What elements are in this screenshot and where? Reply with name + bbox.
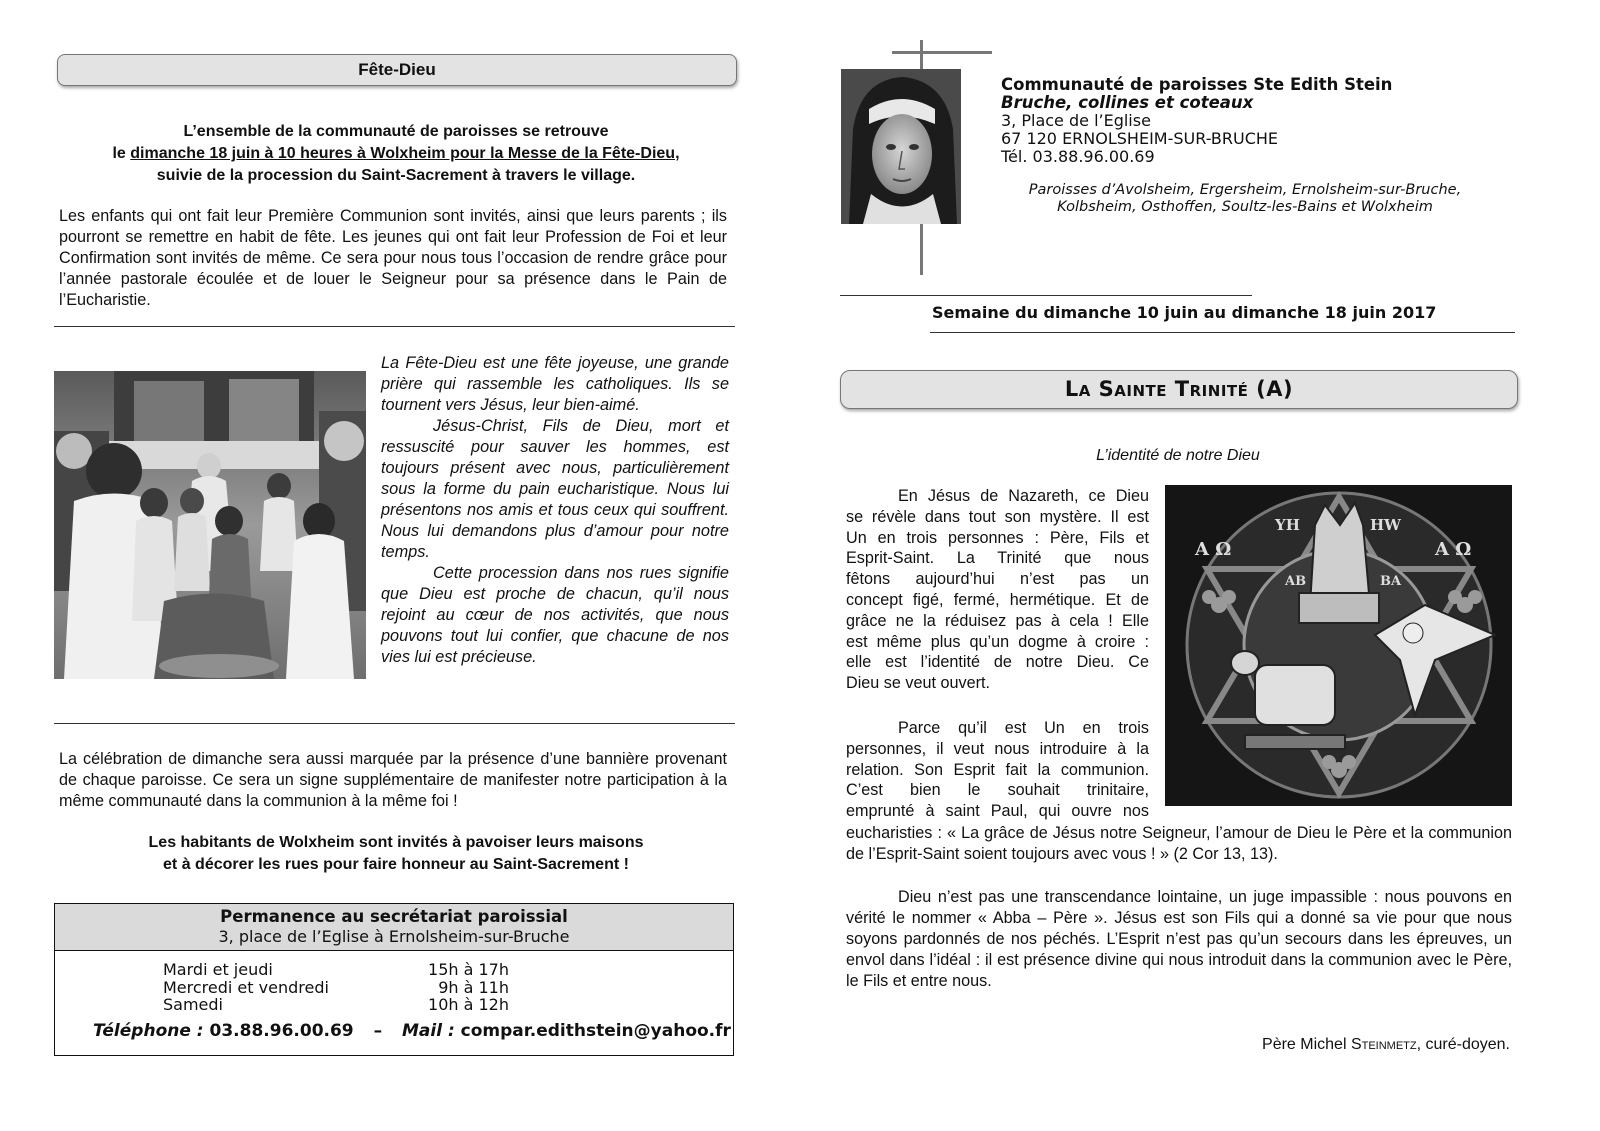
italic-paragraph-1: La Fête-Dieu est une fête joyeuse, une grande prière qui rassemble les catholiques. Ils se tournent vers Jésus, leur bien-aimé. [381,354,729,414]
p2-line: Parce qu’il est Un en trois [898,719,1149,737]
p1-line: Un en trois personnes : Père, Fils et [846,528,1149,547]
p2-line: emprunté à saint Paul, qui ouvre nos [846,802,1149,821]
phone-label: Téléphone : [93,1021,204,1041]
schedule-hours: 9h à 11h [438,978,509,997]
article-signature [1150,1036,1510,1054]
p1-line: elle est l’identité de notre Dieu. Ce [846,653,1149,672]
community-phone: Tél. 03.88.96.00.69 [1001,147,1155,166]
schedule-days: Mardi et jeudi [163,960,273,979]
p1-line: se révèle dans tout son mystère. Il est [846,507,1149,526]
window-letters-left: Α Ω [1195,539,1232,560]
permanence-header [55,904,733,951]
fete-dieu-banner [57,54,737,86]
intro-line-2-suffix: , [675,145,680,162]
fete-dieu-title: Fête-Dieu [358,60,436,79]
procession-photo-image [54,371,366,679]
p1-line: grâce ne la réduisez pas à cela ! Elle [846,611,1149,630]
p1-line: concept figé, fermé, hermétique. Et de [846,590,1149,609]
closing-line-1: Les habitants de Wolxheim sont invités à pavoiser leurs maisons [148,834,644,851]
p2-line: personnes, il veut nous introduire à la [846,739,1149,758]
week-label: Semaine du dimanche 10 juin au dimanche 18 juin 2017 [932,303,1437,322]
fete-dieu-closing [57,832,735,876]
permanence-address: 3, place de l’Eglise à Ernolsheim-sur-Bruche [218,927,570,946]
permanence-title: Permanence au secrétariat paroissial [220,907,568,926]
p1-line: Dieu se veut ouvert. [846,674,990,693]
header-rule-bottom [930,332,1515,333]
window-letters-hw: ΗW [1370,516,1402,534]
portrait-image [841,69,961,224]
cross-horizontal-bar [892,51,992,54]
p2-line: C’est bien le souhait trinitaire, [846,781,1149,800]
schedule-hours: 15h à 17h [428,960,509,979]
parishes-line-2: Kolbsheim, Osthoffen, Soultz-les-Bains et Wolxheim [1057,199,1433,215]
permanence-schedule [55,951,733,1014]
intro-line-3: suivie de la procession du Saint-Sacrement à travers le village. [156,167,636,184]
edith-stein-portrait [841,69,961,224]
header-rule-top [840,295,1252,296]
article-paragraph-2 [846,718,1149,822]
signature-prefix: Père Michel [1262,1036,1351,1053]
community-header [1001,76,1392,166]
procession-photo [54,371,366,679]
divider-1 [54,326,735,327]
feast-title-banner [840,370,1518,409]
mail-link[interactable]: compar.edithstein@yahoo.fr [460,1021,731,1041]
parishes-line-1: Paroisses d’Avolsheim, Ergersheim, Ernolsheim-sur-Bruche, [1028,182,1462,198]
intro-line-1: L’ensemble de la communauté de paroisses se retrouve [183,123,609,140]
community-name: Communauté de paroisses Ste Edith Stein [1001,75,1393,94]
fete-dieu-intro [57,121,735,187]
window-letters-yh: ΥΗ [1275,516,1300,534]
signature-suffix: , curé-doyen. [1416,1036,1510,1053]
italic-paragraph-3: Cette procession dans nos rues signifie que Dieu est proche de chacun, qu’il nous rejoint au cœur de nos activités, que nous pouvons tout lui confier, que chacune de nos vies lui est précieuse. [381,564,729,666]
divider-2 [54,723,735,724]
schedule-row [163,961,273,979]
closing-line-2: et à décorer les rues pour faire honneur au Saint-Sacrement ! [163,856,629,873]
p2-line: relation. Son Esprit fait la communion. [846,760,1149,779]
permanence-contact [93,1021,731,1041]
window-letters-ba: ΒΑ [1380,574,1402,589]
intro-line-2 [57,143,735,165]
feast-title: La Sainte Trinité (A) [1064,377,1294,401]
community-address-1: 3, Place de l’Eglise [1001,111,1151,130]
fete-dieu-paragraph-1: Les enfants qui ont fait leur Première Communion sont invités, ainsi que leurs parents ; ils pourront se remettre en habit de fête. Les jeunes qui ont fait leur Profession de Foi et leur Confirmation sont invités de même. Ce sera pour nous tous l’occasion de rendre grâce pour l’année pastorale écoulée et de louer le Seigneur pour sa présence dans le Pain de l’Eucharistie. [59,207,727,309]
window-letters-ab: ΑΒ [1285,574,1307,589]
p1-line: fêtons aujourd’hui n’est pas un [846,570,1149,589]
trinity-stained-glass [1165,485,1512,806]
mail-label: Mail : [401,1021,455,1041]
intro-line-2-prefix: le [112,145,131,162]
fete-dieu-italic-block [381,353,729,668]
fete-dieu-paragraph-2: La célébration de dimanche sera aussi marquée par la présence d’une bannière provenant de chaque paroisse. Ce sera un signe supplémentaire de manifester notre participation à la même communauté dans la communion à la même foi ! [59,750,727,810]
stained-glass-image [1165,485,1512,806]
intro-line-2-underlined: dimanche 18 juin à 10 heures à Wolxheim pour la Messe de la Fête-Dieu [130,145,676,162]
phone-link[interactable]: 03.88.96.00.69 [209,1021,354,1041]
schedule-row [163,996,223,1014]
contact-separator: – [373,1021,383,1041]
article-paragraph-2-continuation: eucharisties : « La grâce de Jésus notre Seigneur, l’amour de Dieu le Père et la communion de l’Esprit-Saint soient toujours avec vous ! » (2 Cor 13, 13). [846,824,1512,863]
article-subtitle: L’identité de notre Dieu [1096,447,1260,464]
p1-line: Esprit-Saint. La Trinité que nous [846,549,1149,568]
article-paragraph-1 [846,486,1149,694]
permanence-box [54,903,734,1056]
italic-paragraph-2: Jésus-Christ, Fils de Dieu, mort et ressuscité pour sauver les hommes, est toujours présent avec nous, particulièrement sous la forme du pain eucharistique. Nous lui présentons nos amis et tous ceux qui souffrent. Nous lui demandons plus d’amour pour notre temps. [381,417,729,561]
p1-line: En Jésus de Nazareth, ce Dieu [898,487,1149,505]
community-subtitle: Bruche, collines et coteaux [1001,93,1254,112]
signature-name: Steinmetz [1350,1036,1417,1053]
schedule-hours: 10h à 12h [428,995,509,1014]
p1-line: est même plus qu’un dogme à croire : [846,632,1149,651]
schedule-days: Mercredi et vendredi [163,978,329,997]
parishes-list [1010,182,1480,216]
schedule-days: Samedi [163,995,223,1014]
article-paragraph-3: Dieu n’est pas une transcendance lointaine, un juge impassible : nous pouvons en vérité le nommer « Abba – Père ». Jésus est son Fils qui a donné sa vie pour que nous soyons pardonnés de nos péchés. L’Esprit n’est pas qu’un secours dans les épreuves, un envol dans l’idéal : il est présence divine qui nous introduit dans la communion avec le Père, le Fils et entre nous. [846,888,1512,990]
window-letters-right: Α Ω [1435,539,1472,560]
community-address-2: 67 120 ERNOLSHEIM-SUR-BRUCHE [1001,129,1279,148]
